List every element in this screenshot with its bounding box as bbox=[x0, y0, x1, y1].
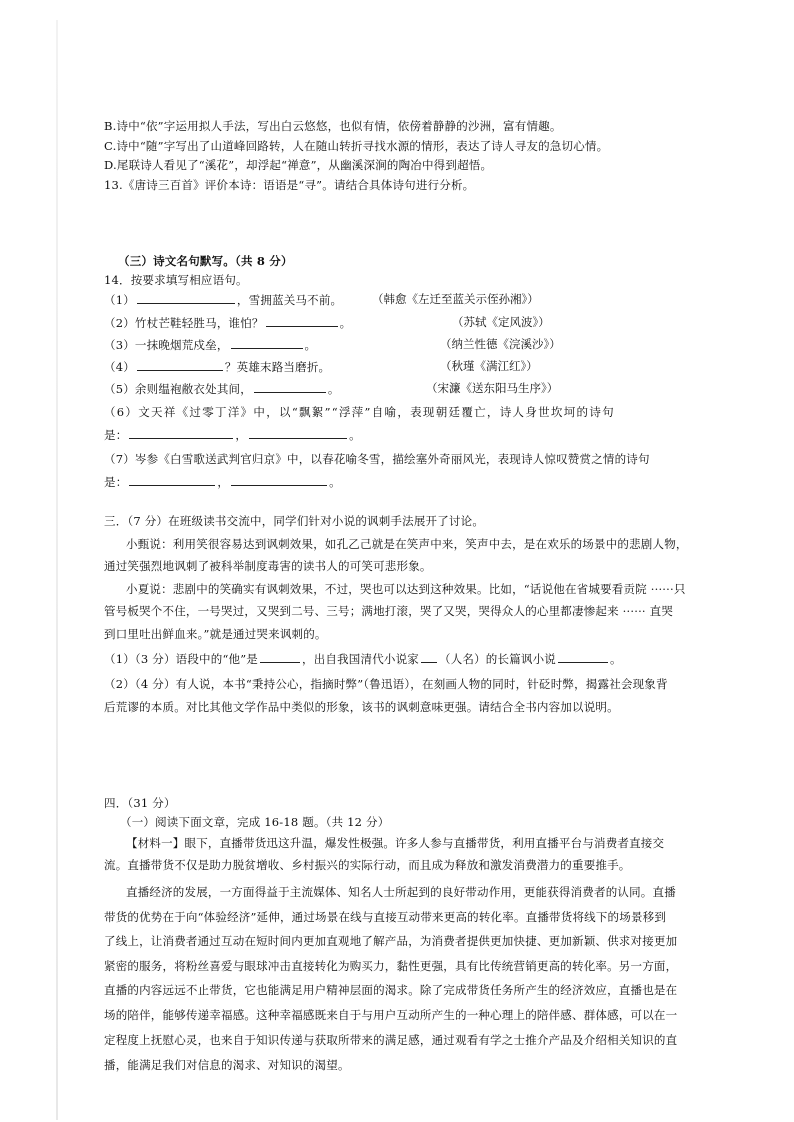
part3-q1-mid2: （人名）的长篇讽小说 bbox=[439, 652, 556, 666]
recite-item-7-prompt: （7）岑参《白雪歌送武判官归京》中，以春花喻冬雪，描绘塞外奇丽风光，表现诗人惊叹赞赏之情的诗句 bbox=[104, 452, 650, 466]
answer-blank[interactable] bbox=[129, 474, 215, 486]
recite-item-5-post: 。 bbox=[327, 382, 340, 396]
recite-item-4-pre: （4） bbox=[104, 360, 135, 374]
answer-blank[interactable] bbox=[129, 427, 233, 439]
recite-item-5-pre: （5）余则缊袍敝衣处其间， bbox=[104, 382, 252, 396]
part3-para2-line1: 小夏说：悲剧中的笑确实有讽刺效果，不过，哭也可以达到这种效果。比如，“话说他在省城要看贡院 ······只 bbox=[126, 582, 686, 596]
part4-heading: 四．（31 分） bbox=[104, 796, 176, 810]
recite-item-5 bbox=[104, 381, 340, 396]
part3-para1-line1: 小甄说：利用笑很容易达到讽刺效果，如孔乙己就是在笑声中来，笑声中去，是在欢乐的场景中的悲剧人物， bbox=[126, 537, 688, 551]
recite-item-3-pre: （3）一抹晚烟荒戍垒， bbox=[104, 338, 229, 352]
recite-item-4 bbox=[104, 359, 330, 374]
recite-item-6-pre: 是： bbox=[104, 428, 128, 442]
recite-item-2-post: 。 bbox=[339, 316, 352, 330]
material1-para2-line4: 紧密的服务，将粉丝喜爱与眼球冲击直接转化为购买力，黏性更强，具有比传统营销更高的转化率。另一方面， bbox=[104, 959, 678, 973]
recite-item-5-source: （宋濂《送东阳马生序》） bbox=[426, 381, 559, 395]
material1-para2-line2: 带货的优势在于向“体验经济”延伸，通过场景在线与直接互动带来更高的转化率。直播带货将线下的场景移到 bbox=[104, 910, 667, 924]
recite-item-1-post: ，雪拥蓝关马不前。 bbox=[236, 293, 343, 307]
answer-blank[interactable] bbox=[231, 474, 327, 486]
recite-item-1 bbox=[104, 292, 342, 307]
answer-blank[interactable] bbox=[137, 359, 223, 371]
material1-para2-line7: 定程度上抚慰心灵，也来自于知识传递与获取所带来的满足感，通过观看有学之士推介产品及介绍相关知识的直 bbox=[104, 1033, 678, 1047]
q12-option-c: C.诗中“随”字写出了山道峰回路转，人在随山转折寻找水源的情形，表达了诗人寻友的急切心情。 bbox=[104, 139, 609, 153]
answer-blank[interactable] bbox=[249, 427, 347, 439]
part3-question-2-line1: （2）（4 分）有人说，本书“秉持公心，指摘时弊”（鲁迅语），在刻画人物的同时，针砭时弊，揭露社会现象背 bbox=[104, 677, 668, 691]
part3-heading: 三．（7 分）在班级读书交流中，同学们针对小说的讽刺手法展开了讨论。 bbox=[104, 514, 485, 528]
recite-item-2-pre: （2）竹杖芒鞋轻胜马，谁怕？ bbox=[104, 316, 264, 330]
recite-item-6-end: 。 bbox=[349, 428, 361, 442]
recite-item-2 bbox=[104, 315, 351, 330]
material1-para2-line3: 了线上，让消费者通过互动在短时间内更加直观地了解产品，为消费者提供更加快捷、更加新颖、供求对接更加 bbox=[104, 934, 678, 948]
material1-line1: 【材料一】眼下，直播带货迅这升温，爆发性极强。许多人参与直播带货，利用直播平台与消费者直接交 bbox=[126, 836, 665, 850]
recite-item-1-pre: （1） bbox=[104, 293, 135, 307]
part3-question-1 bbox=[104, 651, 622, 666]
q13-prompt: 13.《唐诗三百首》评价本诗：语语是“寻”。请结合具体诗句进行分析。 bbox=[104, 178, 475, 192]
part3-para2-line2: 管号板哭个不住，一号哭过，又哭到二号、三号；满地打滚，哭了又哭，哭得众人的心里都凄惨起来 ······ 直哭 bbox=[104, 604, 674, 618]
material1-para2-line8: 播，能满足我们对信息的渴求、对知识的渴望。 bbox=[104, 1058, 350, 1072]
part3-para2-line3: 到口里吐出鲜血来。”就是通过哭来讽刺的。 bbox=[104, 627, 327, 641]
recite-item-6-prompt: （6）文天祥《过零丁洋》中，以“飘絮”“浮萍”自喻，表现朝廷覆亡，诗人身世坎坷的诗句 bbox=[104, 405, 615, 419]
recite-item-4-source: （秋瑾《满江红》） bbox=[440, 359, 538, 373]
part4-subsection-1: （一）阅读下面文章，完成 16-18 题。（共 12 分） bbox=[120, 815, 390, 829]
part3-q1-mid: ，出自我国清代小说家 bbox=[302, 652, 419, 666]
q12-option-d: D.尾联诗人看见了“溪花”，却浮起“禅意”，从幽溪深涧的陶冶中得到超悟。 bbox=[104, 158, 493, 172]
part3-para1-line2: 通过笑强烈地讽刺了被科举制度毒害的读书人的可笑可悲形象。 bbox=[104, 559, 432, 573]
material1-para2-line6: 场的陪伴，能够传递幸福感。这种幸福感既来自于与用户互动所产生的一种心理上的陪伴感、群体感，可以在一 bbox=[104, 1008, 678, 1022]
recite-item-3-post: 。 bbox=[304, 338, 317, 352]
page-edge-shadow bbox=[56, 20, 58, 1120]
material1-para2-line1: 直播经济的发展，一方面得益于主流媒体、知名人士所起到的良好带动作用，更能获得消费者的认同。直播 bbox=[126, 885, 676, 899]
q14-prompt: 14．按要求填写相应语句。 bbox=[104, 273, 248, 287]
part3-question-2-line2: 后荒谬的本质。对比其他文学作品中类似的形象，该书的讽刺意味更强。请结合全书内容加以说明。 bbox=[104, 700, 619, 714]
recite-item-6-answer-line bbox=[104, 427, 361, 442]
recite-item-7-pre: 是： bbox=[104, 475, 128, 489]
answer-blank[interactable] bbox=[137, 292, 235, 304]
recite-item-1-source: （韩愈《左迁至蓝关示侄孙湘》） bbox=[372, 292, 539, 306]
answer-blank[interactable] bbox=[254, 381, 326, 393]
section3-heading: （三）诗文名句默写。（共 8 分） bbox=[118, 254, 293, 268]
material1-line2: 流。直播带货不仅是助力脱贫增收、乡村振兴的实际行动，而且成为释放和激发消费潜力的重要推手。 bbox=[104, 858, 631, 872]
q12-option-b: B.诗中“依”字运用拟人手法，写出白云悠悠，也似有情，依傍着静静的沙洲，富有情趣。 bbox=[104, 119, 562, 133]
part3-q1-end: 。 bbox=[610, 652, 622, 666]
recite-item-7-end: 。 bbox=[329, 475, 341, 489]
recite-item-7-sep: ， bbox=[217, 475, 230, 489]
material1-para2-line5: 直播的内容远远不止带货，它也能满足用户精神层面的渴求。除了完成带货任务所产生的经济效应，直播也是在 bbox=[104, 983, 678, 997]
recite-item-3 bbox=[104, 337, 316, 352]
recite-item-3-source: （纳兰性德《浣溪沙》） bbox=[440, 337, 561, 351]
recite-item-7-answer-line bbox=[104, 474, 341, 489]
answer-blank[interactable] bbox=[558, 651, 608, 663]
recite-item-2-source: （苏轼《定风波》） bbox=[452, 315, 550, 329]
part3-q1-pre: （1）（3 分）语段中的“他”是 bbox=[104, 652, 258, 666]
answer-blank[interactable] bbox=[260, 651, 300, 663]
recite-item-4-post: ？英雄末路当磨折。 bbox=[224, 360, 331, 374]
answer-blank[interactable] bbox=[231, 337, 303, 349]
answer-blank[interactable] bbox=[421, 651, 437, 663]
answer-blank[interactable] bbox=[266, 315, 338, 327]
recite-item-6-sep: ， bbox=[235, 428, 248, 442]
